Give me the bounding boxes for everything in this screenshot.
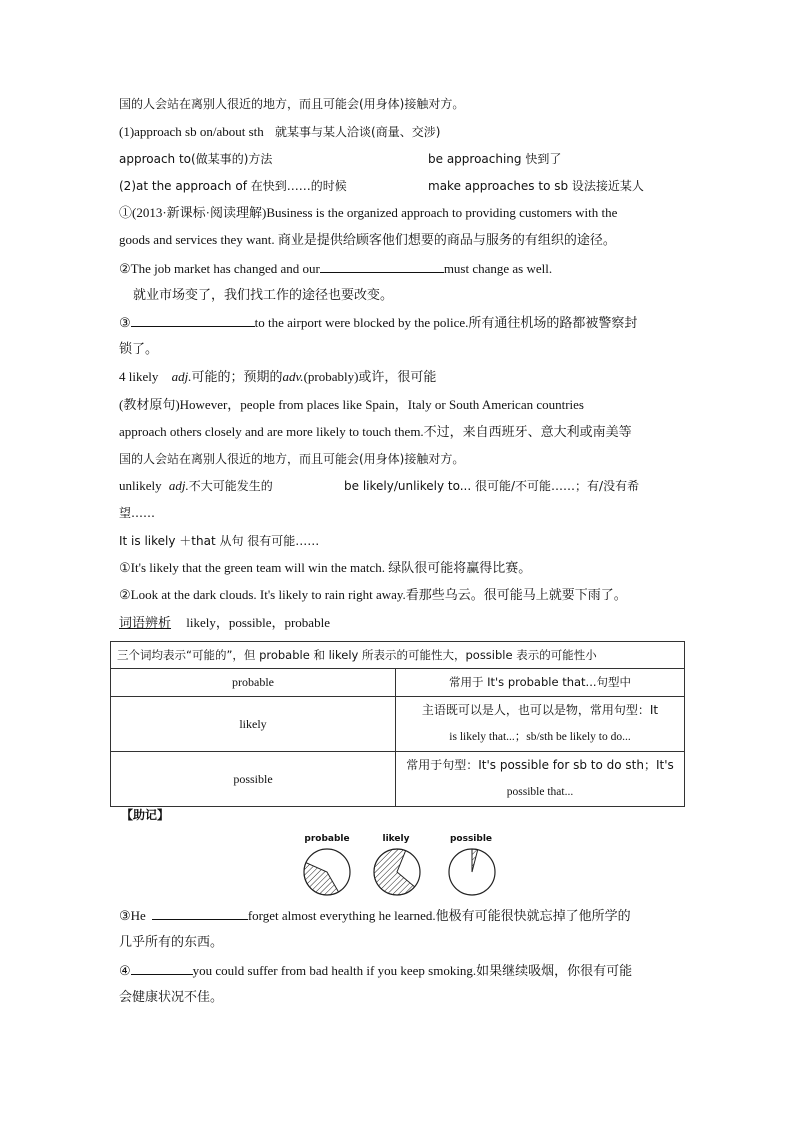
- table-row: [111, 669, 685, 697]
- phrase: be approaching 快到了: [428, 152, 562, 166]
- answer-blank[interactable]: [152, 906, 248, 920]
- comparison-table: [110, 641, 685, 807]
- answer-blank[interactable]: [320, 259, 444, 273]
- text-line: [119, 123, 440, 141]
- section-heading: [119, 614, 330, 632]
- entry-meaning: 可能的；预期的: [191, 369, 283, 384]
- exercise-text: ②The job market has changed and our: [119, 261, 320, 276]
- example-line: ②Look at the dark clouds. It's likely to rain right away.看那些乌云。很可能马上就要下雨了。: [119, 587, 627, 602]
- entry-meaning: (probably)或许，很可能: [303, 369, 437, 384]
- text-line: [119, 477, 273, 495]
- text-line: 锁了。: [119, 341, 159, 356]
- phrase: unlikely: [119, 478, 162, 493]
- exercise-number: ③: [119, 315, 131, 330]
- table-note: 常用于 It's probable that...句型中: [396, 669, 685, 697]
- text-line: (教材原句)However，people from places like Spain，Italy or South American countries: [119, 397, 584, 412]
- table-note-line: 常用于句型：It's possible for sb to do sth；It's: [406, 758, 674, 772]
- text-line: 望……: [119, 506, 156, 520]
- entry-word: 4 likely: [119, 369, 159, 384]
- mnemonic-pie-figures: [290, 844, 510, 900]
- example-line: goods and services they want. 商业是提供给顾客他们想要的商品与服务的有组织的途径。: [119, 232, 616, 247]
- section-words: likely，possible，probable: [186, 615, 330, 630]
- exercise-line: [119, 961, 632, 980]
- pos-tag: adj.: [168, 478, 189, 493]
- table-note-line: possible that...: [506, 786, 574, 798]
- exercise-text: to the airport were blocked by the police.所有通往机场的路都被警察封: [254, 315, 638, 330]
- text-line: approach others closely and are more likely to touch them.不过，来自西班牙、意大利或南美等: [119, 424, 632, 439]
- table-header: 三个词均表示“可能的”，但 probable 和 likely 所表示的可能性大，possible 表示的可能性小: [111, 642, 685, 669]
- exercise-line: [119, 259, 552, 278]
- phrase: approach to(做某事的)方法: [119, 152, 273, 166]
- phrase: (2)at the approach of 在快到……的时候: [119, 179, 347, 193]
- pos-tag: adv.: [282, 369, 304, 384]
- pos-tag: adj.: [171, 369, 192, 384]
- table-note: [396, 752, 685, 807]
- table-note-line: 主语既可以是人，也可以是物，常用句型：It: [421, 703, 659, 717]
- phrase-meaning: 不大可能发生的: [188, 479, 273, 493]
- exercise-text: must change as well.: [443, 261, 553, 276]
- phrase: be likely/unlikely to... 很可能/不可能……；有/没有希: [344, 479, 640, 493]
- mnemonic-title: 【助记】: [121, 808, 170, 822]
- pie-label-possible: possible: [449, 834, 493, 844]
- table-word: probable: [111, 669, 396, 697]
- table-note: [396, 697, 685, 752]
- table-word: possible: [111, 752, 396, 807]
- entry-heading: [119, 368, 436, 386]
- answer-blank[interactable]: [131, 961, 193, 975]
- phrase: It is likely ＋that 从句 很有可能……: [119, 534, 320, 548]
- phrase: make approaches to sb 设法接近某人: [428, 179, 644, 193]
- pie-label-likely: likely: [382, 834, 410, 844]
- section-title: 词语辨析: [119, 615, 172, 630]
- exercise-text: forget almost everything he learned.他极有可能很快就忘掉了他所学的: [247, 908, 631, 923]
- exercise-line: [119, 313, 637, 332]
- phrase-meaning: 就某事与某人洽谈(商量、交涉): [275, 125, 441, 139]
- example-line: ①(2013·新课标·阅读理解)Business is the organized approach to providing customers with the: [119, 205, 618, 220]
- table-row: [111, 752, 685, 807]
- table-word: likely: [111, 697, 396, 752]
- exercise-number: ④: [119, 963, 131, 978]
- answer-blank[interactable]: [131, 313, 255, 327]
- example-line: ①It's likely that the green team will win the match. 绿队很可能将赢得比赛。: [119, 560, 532, 575]
- table-row: [111, 697, 685, 752]
- translation-line: 就业市场变了，我们找工作的途径也要改变。: [133, 287, 394, 302]
- text-line: 国的人会站在离别人很近的地方，而且可能会(用身体)接触对方。: [119, 97, 465, 111]
- phrase: (1)approach sb on/about sth: [119, 124, 264, 139]
- table-note-line: is likely that...；sb/sth be likely to do...: [449, 731, 631, 743]
- exercise-text: ③He: [119, 908, 146, 923]
- pie-label-probable: probable: [304, 834, 350, 844]
- exercise-line: [119, 906, 631, 925]
- text-line: [119, 150, 272, 168]
- text-line: 几乎所有的东西。: [119, 934, 224, 949]
- text-line: 国的人会站在离别人很近的地方，而且可能会(用身体)接触对方。: [119, 452, 465, 466]
- exercise-text: you could suffer from bad health if you keep smoking.如果继续吸烟，你很有可能: [192, 963, 633, 978]
- text-line: 会健康状况不佳。: [119, 989, 224, 1004]
